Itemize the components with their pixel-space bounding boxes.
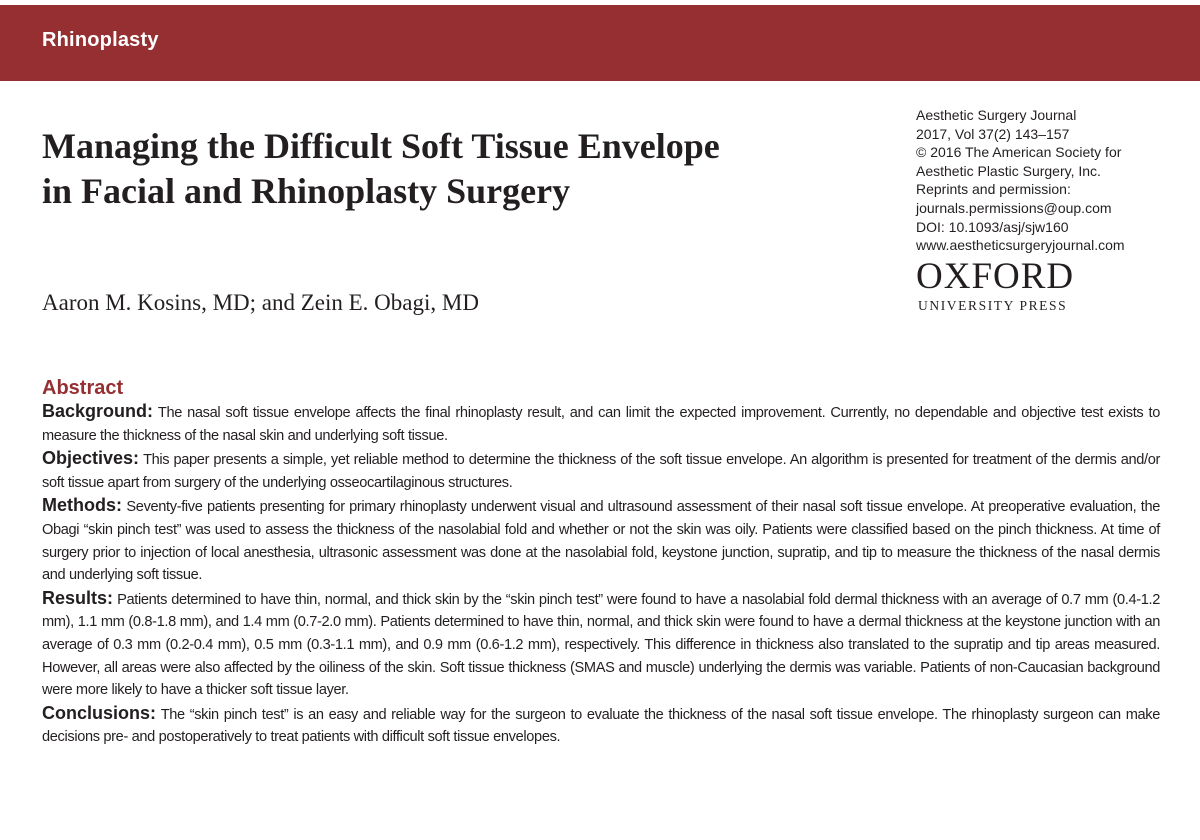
journal-volume: 2017, Vol 37(2) 143–157	[916, 125, 1070, 142]
permissions-email[interactable]: journals.permissions@oup.com	[916, 199, 1112, 216]
author-list: Aaron M. Kosins, MD; and Zein E. Obagi, MD	[42, 290, 479, 315]
doi[interactable]: DOI: 10.1093/asj/sjw160	[916, 218, 1069, 235]
abstract-results	[42, 587, 1160, 702]
abstract-methods	[42, 494, 1160, 586]
results-text: Patients determined to have thin, normal, and thick skin by the “skin pinch test” were found to have a nasolabial fold dermal thickness with an average of 0.7 mm (0.4-1.2 mm), 1.1 mm (0.8-1.8 mm), and 1.4 mm (0.7-2.0 mm). Patients determined to have thin, normal, and thick skin were found to have a dermal thickness at the keystone junction with an average of 0.3 mm (0.2-0.4 mm), 0.5 mm (0.3-1.1 mm), and 0.9 mm (0.6-1.2 mm), respectively. This difference in thickness also translated to the supratip and tip areas measured. However, all areas were also affected by the oiliness of the skin. Soft tissue thickness (SMAS and muscle) underlying the dermis was variable. Patients of non-Caucasian background were more likely to have a thicker soft tissue layer.	[42, 591, 1160, 699]
objectives-text: This paper presents a simple, yet reliable method to determine the thickness of the soft tissue envelope. An algorithm is presented for treatment of the dermis and/or soft tissue apart from surgery of the underlying osseocartilaginous structures.	[42, 452, 1160, 491]
copyright-line: © 2016 The American Society for	[916, 144, 1122, 161]
section-label: Rhinoplasty	[42, 29, 159, 51]
journal-info	[916, 106, 1186, 255]
methods-text: Seventy-five patients presenting for primary rhinoplasty underwent visual and ultrasound assessment of their nasal soft tissue envelope. At preoperative evaluation, the Obagi “skin pinch test” was used to assess the thickness of the nasolabial fold and whether or not the skin was oily. Patients were classified based on the pinch thickness. At time of surgery prior to injection of local anesthesia, ultrasonic assessment was done at the nasolabial fold, keystone junction, supratip, and tip to measure the thickness of the nasal dermis and underlying soft tissue.	[42, 499, 1160, 584]
article-title-line: Managing the Difficult Soft Tissue Envelope	[42, 126, 720, 166]
background-text: The nasal soft tissue envelope affects the final rhinoplasty result, and can limit the expected improvement. Currently, no dependable and objective test exists to measure the thickness of the nasal skin and underlying soft tissue.	[42, 405, 1160, 444]
objectives-label: Objectives:	[42, 448, 140, 469]
publisher-subtitle: UNIVERSITY PRESS	[918, 298, 1068, 313]
conclusions-text: The “skin pinch test” is an easy and reliable way for the surgeon to evaluate the thickness of the nasal soft tissue envelope. The rhinoplasty surgeon can make decisions pre- and postoperatively to treat patients with difficult soft tissue envelopes.	[42, 706, 1160, 746]
abstract-heading: Abstract	[42, 377, 124, 399]
publisher-name: OXFORD	[916, 256, 1075, 297]
abstract-objectives	[42, 447, 1160, 494]
conclusions-label: Conclusions:	[42, 702, 157, 723]
journal-website[interactable]: www.aestheticsurgeryjournal.com	[916, 237, 1125, 254]
abstract-conclusions	[42, 702, 1160, 749]
abstract-background	[42, 400, 1160, 447]
abstract	[42, 376, 1160, 749]
section-banner	[0, 5, 1200, 81]
background-label: Background:	[42, 401, 154, 421]
copyright-line: Aesthetic Plastic Surgery, Inc.	[916, 162, 1101, 179]
reprints-label: Reprints and permission:	[916, 181, 1071, 198]
methods-label: Methods:	[42, 495, 122, 516]
journal-name: Aesthetic Surgery Journal	[916, 107, 1077, 123]
results-label: Results:	[42, 587, 114, 608]
article-title	[42, 124, 862, 214]
publisher-logo	[916, 258, 1116, 314]
article-title-line: in Facial and Rhinoplasty Surgery	[42, 171, 571, 211]
